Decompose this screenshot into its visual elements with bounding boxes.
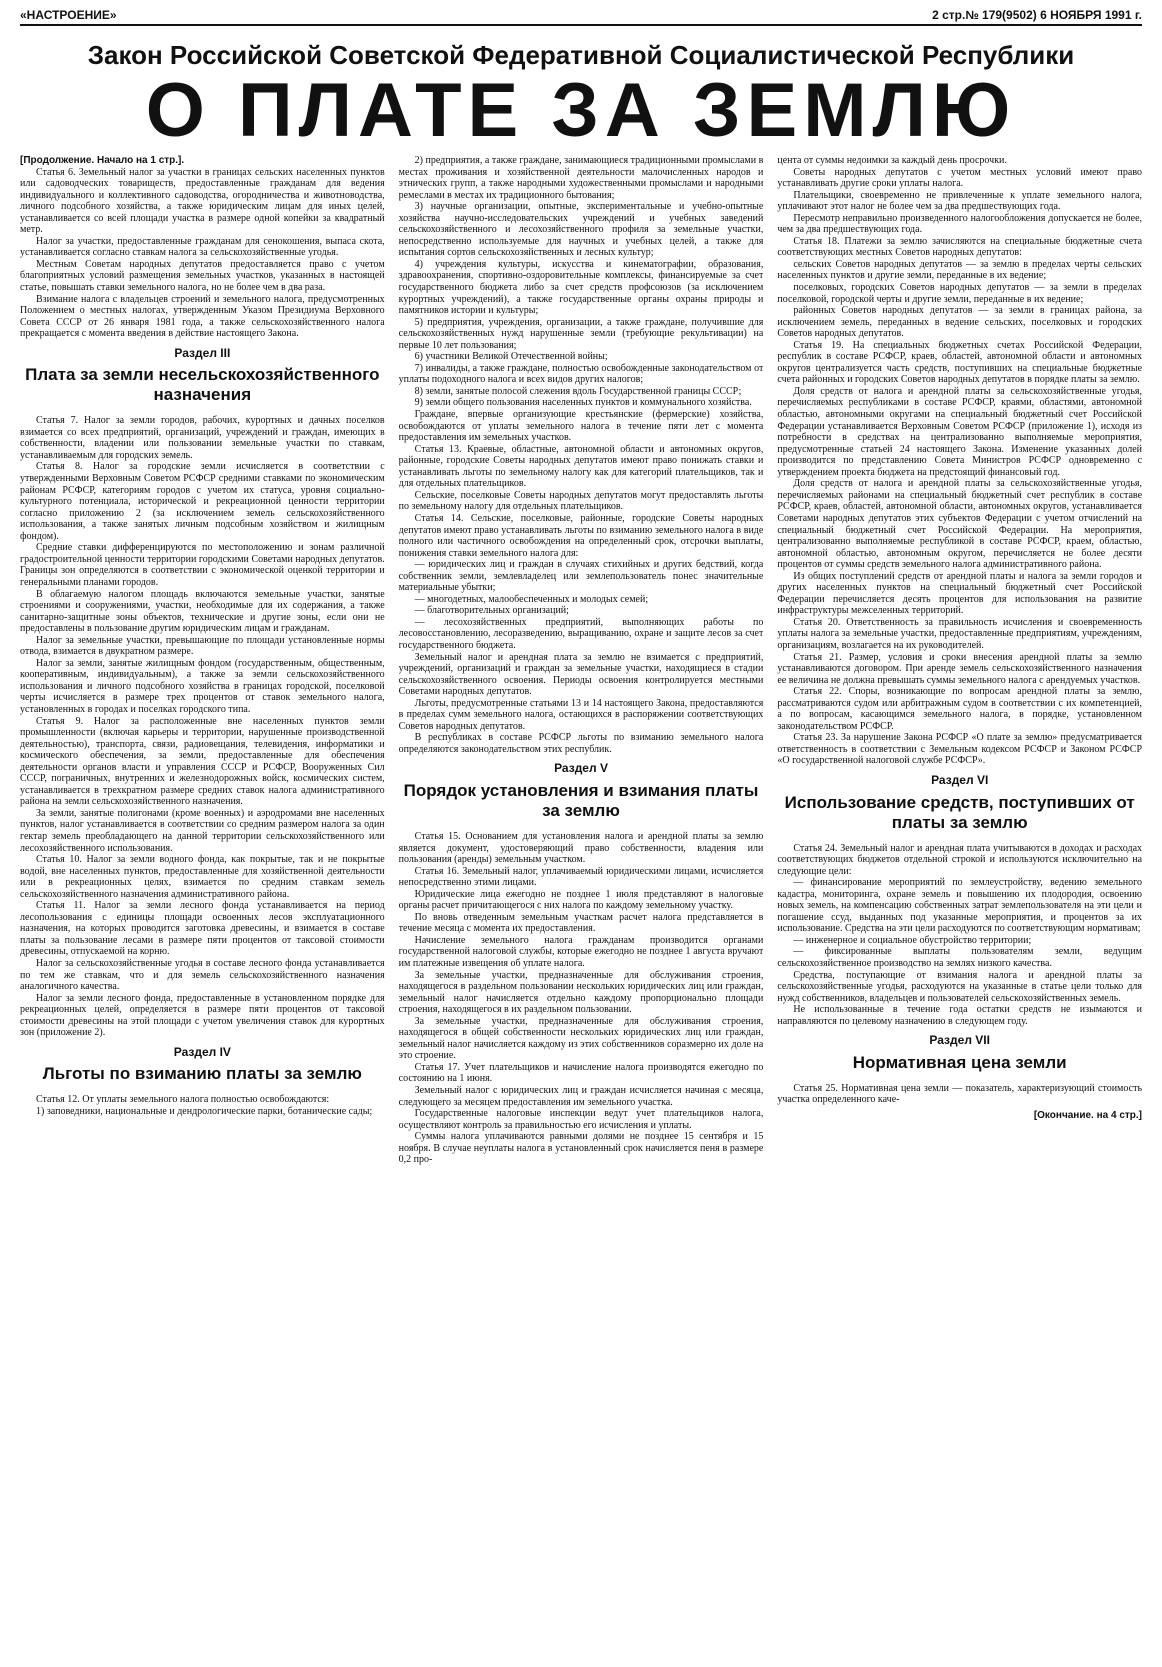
paragraph: Земельный налог с юридических лиц и граждан исчисляется начиная с месяца, следующего за месяцем предоставления им земельного участка.: [398, 1085, 764, 1108]
continuation-note: [Продолжение. Начало на 1 стр.].: [20, 155, 185, 166]
paragraph: Местным Советам народных депутатов предоставляется право с учетом благоприятных условий размещения земельных участков, указанных в настоящей статье, повышать ставки земельного налога, но не более чем в два раза.: [20, 258, 385, 294]
section-heading: Раздел V: [554, 761, 608, 776]
paragraph: Статья 11. Налог за земли лесного фонда устанавливается на период лесопользования с единицы площади освоенных лесов эксплуатационного назначения, на которых проводится заготовка древесины, и взимается в составе платы за пользование лесами в размере пяти процентов от таксовой стоимости древесины, отпускаемой на корню.: [20, 900, 385, 958]
paragraph: Статья 16. Земельный налог, уплачиваемый юридическими лицами, исчисляется непосредственно этими лицами.: [398, 865, 764, 889]
paragraph: 6) участники Великой Отечественной войны;: [414, 351, 608, 363]
paragraph: — юридических лиц и граждан в случаях стихийных и других бедствий, когда собственник земли, землевладелец или землепользователь понес значительные материальные убытки;: [398, 559, 764, 594]
paragraph: Из общих поступлений средств от арендной платы и налога за земли городов и других населенных пунктов на специальный бюджетный счет Российской Федерации перечисляется десять процентов для использования на развитие инфраструктуры межселенных территорий.: [777, 570, 1143, 617]
paragraph: — лесохозяйственных предприятий, выполняющих работы по лесовосстановлению, лесоразведению, выращиванию, охране и защите лесов за счет государственного бюджета.: [398, 616, 764, 651]
paragraph: 8) земли, занятые полосой слежения вдоль Государственной границы СССР;: [414, 385, 742, 397]
paragraph: Земельный налог и арендная плата за землю не взимается с предприятий, учреждений, организаций и граждан за земельные участки, находящиеся в стадии сельскохозяйственного освоения. Периоды освоения контролируется местными Советами народных депутатов.: [398, 651, 764, 698]
column-3: [777, 155, 1142, 1166]
paragraph: Статья 10. Налог за земли водного фонда, как покрытые, так и не покрытые водой, вне населенных пунктов, предоставленные для хозяйственной деятельности или в рекреационных целях, взимается по средним ставкам земель сельскохозяйственного назначения административного района.: [20, 854, 385, 900]
paragraph: Статья 8. Налог за городские земли исчисляется в соответствии с утвержденными Верховным Советом РСФСР средними ставками по экономическим районам РСФСР, категориям городов с учетом их статуса, уровня социально-культурного потенциала, исторической и рекреационной ценности территории согласно приложению 2 (за исключением земель сельскохозяйственного использования, а также занятых личным подсобным хозяйством и жилищным фондом).: [20, 461, 385, 542]
paragraph: Статья 13. Краевые, областные, автономной области и автономных округов, районные, городские Советы народных депутатов имеют право понижать ставки и устанавливать льготы по земельному налогу как для категорий плательщиков, так и для отдельных плательщиков.: [398, 443, 764, 490]
continued-note: [Окончание. на 4 стр.]: [1033, 1109, 1143, 1121]
paragraph: Статья 21. Размер, условия и сроки внесения арендной платы за землю устанавливаются договором. При аренде земель сельскохозяйственного назначения ее величина не должна превышать суммы земельного налога с арендуемых участков.: [777, 651, 1143, 686]
paragraph: В республиках в составе РСФСР льготы по взиманию земельного налога определяются законодательством этих республик.: [398, 732, 764, 755]
masthead: [20, 8, 1142, 26]
paragraph: Статья 9. Налог за расположенные вне населенных пунктов земли промышленности (включая карьеры и территории, нарушенные производственной деятельностью), транспорта, связи, радиовещания, телевидения, информатики и космического обеспечения, за земли, предоставленные для обеспечения деятельности органов власти и управления СССР и РСФСР, Вооруженных Сил СССР, пограничных, внутренних и железнодорожных войск, космических систем, устанавливается в трехкратном размере средних ставок налога административного района на земли сельскохозяйственного назначения.: [20, 715, 385, 808]
paragraph: — многодетных, малообеспеченных и молодых семей;: [414, 593, 649, 605]
paragraph: За земельные участки, предназначенные для обслуживания строения, находящегося в общей собственности нескольких юридических лиц или граждан, земельный налог начисляется каждому из этих собственников соразмерно их доле на это строение.: [398, 1015, 764, 1062]
paragraph: Взимание налога с владельцев строений и земельного налога, предусмотренных Положением о местных налогах, утвержденным Указом Президиума Верховного Совета СССР от 26 января 1981 года, а также сельскохозяйственного налога прекращается с момента введения в действие настоящего Закона.: [20, 293, 385, 340]
paragraph: Статья 12. От уплаты земельного налога полностью освобождаются:: [36, 1094, 330, 1106]
paragraph: Статья 18. Платежи за землю зачисляются на специальные бюджетные счета соответствующих местных Советов народных депутатов:: [777, 235, 1143, 259]
paragraph: За земельные участки, предназначенные для обслуживания строения, находящегося в раздельном пользовании нескольких юридических лиц или граждан, земельный налог начисляется отдельно каждому пропорционально площади строения, находящегося в их раздельном пользовании.: [398, 969, 764, 1016]
paragraph: За земли, занятые полигонами (кроме военных) и аэродромами вне населенных пунктов, налог устанавливается в соответствии со средним размером налога за один гектар земель преобладающего на данной территории сельскохозяйственного или лесохозяйственного использования.: [20, 807, 385, 854]
paragraph: Юридические лица ежегодно не позднее 1 июля представляют в налоговые органы расчет причитающегося с них налога по каждому земельному участку.: [398, 888, 764, 912]
paragraph: — благотворительных организаций;: [414, 605, 569, 617]
paragraph: Советы народных депутатов с учетом местных условий имеют право устанавливать другие сроки уплаты налога.: [777, 166, 1143, 190]
section-heading: Раздел IV: [173, 1044, 231, 1059]
paragraph: 1) заповедники, национальные и дендрологические парки, ботанические сады;: [36, 1105, 373, 1117]
paragraph: Пересмотр неправильно произведенного налогообложения допускается не более, чем за два предшествующих года.: [777, 212, 1143, 236]
paragraph: Сельские, поселковые Советы народных депутатов могут предоставлять льготы по земельному налогу для отдельных плательщиков.: [398, 489, 764, 513]
paragraph: Плательщики, своевременно не привлеченные к уплате земельного налога, уплачивают этот налог не более чем за два предшествующих года.: [777, 189, 1143, 213]
paragraph: Налог за земли, занятые жилищным фондом (государственным, общественным, кооперативным, индивидуальным), а также за земли сельскохозяйственного использования и личного подсобного хозяйства в границах городской, поселковой черты исчисляется в размере трех процентов от ставок земельного налога, установленных в городах и поселках городского типа.: [20, 657, 385, 715]
paragraph: 2) предприятия, а также граждане, занимающиеся традиционными промыслами в местах проживания и хозяйственной деятельности малочисленных народов и этнических групп, а также народными художественными промыслами и народными ремеслами в местах их традиционного бытования;: [398, 155, 764, 201]
paragraph: Не использованные в течение года остатки средств не изымаются и направляются по целевому назначению в следующем году.: [777, 1004, 1143, 1027]
newspaper-name: «НАСТРОЕНИЕ»: [20, 8, 117, 22]
paragraph: Статья 19. На специальных бюджетных счетах Российской Федерации, республик в составе РСФСР, краев, областей, автономной области и автономных округов централизуется часть средств, поступивших на специальные бюджетные счета районных и городских Советов народных депутатов в порядке платы за землю.: [777, 339, 1143, 386]
column-2: [399, 155, 764, 1166]
section-heading: Раздел VII: [929, 1033, 990, 1048]
paragraph: 7) инвалиды, а также граждане, полностью освобожденные законодательством от уплаты подоходного налога и всех видов других налогов;: [398, 362, 764, 386]
paragraph: 3) научные организации, опытные, экспериментальные и учебно-опытные хозяйства научно-исследовательских учреждений и учебных заведений сельскохозяйственного и лесохозяйственного профиля за земельные участки, непосредственно используемые для научных и учебных целей, а также для испытания сортов сельскохозяйственных и лесных культур;: [398, 201, 764, 259]
paragraph: районных Советов народных депутатов — за земли в границах района, за исключением земель, переданных в ведение сельских, поселковых и городских Советов народных депутатов.: [777, 305, 1143, 340]
column-1: [20, 155, 385, 1166]
paragraph: Начисление земельного налога гражданам производится органами государственной налоговой службы, которые ежегодно не позднее 1 августа вручают им платежные извещения об уплате налога.: [398, 934, 764, 969]
paragraph: Статья 20. Ответственность за правильность исчисления и своевременность уплаты налога за земельные участки, предоставленные предприятиям, учреждениям, организациям, возлагается на их руководителей.: [777, 616, 1143, 651]
paragraph: — фиксированные выплаты пользователям земли, ведущим сельскохозяйственное производство на землях низкого качества.: [777, 946, 1143, 969]
paragraph: Статья 14. Сельские, поселковые, районные, городские Советы народных депутатов имеют право устанавливать льготы по взиманию земельного налога в виде полного или частичного освобождения на определенный срок, отсрочки выплаты, понижения ставки земельного налога для:: [398, 512, 764, 559]
section-title: Плата за земли несельскохозяйственного назначения: [25, 365, 380, 405]
paragraph: Статья 6. Земельный налог за участки в границах сельских населенных пунктов или садоводческих товариществ, предоставленные гражданам для ведения индивидуального и коллективного садоводства, огородничества и животноводства, личного подсобного хозяйства, а также юридическим лицам для иных целей, устанавливается со всей площади участка в размере одной копейки за квадратный метр.: [20, 166, 385, 236]
section-title: Использование средств, поступивших от платы за землю: [784, 792, 1135, 832]
article-columns: [20, 155, 1142, 1166]
paragraph: 4) учреждения культуры, искусства и кинематографии, образования, здравоохранения, спортивно-оздоровительные комплексы, финансируемые за счет государственного бюджета либо за счет средств профсоюзов (за исключением курортных учреждений), а также государственные органы охраны природы и памятников истории и культуры;: [398, 258, 764, 317]
paragraph: Налог за сельскохозяйственные угодья в составе лесного фонда устанавливается по тем же ставкам, что и для земель сельскохозяйственного назначения аналогичного качества.: [20, 958, 385, 993]
paragraph: Статья 17. Учет плательщиков и начисление налога производятся ежегодно по состоянию на 1 июня.: [398, 1061, 764, 1085]
section-title: Льготы по взиманию платы за землю: [42, 1064, 362, 1084]
section-heading: Раздел III: [174, 345, 231, 360]
issue-info: 2 стр.№ 179(9502) 6 НОЯБРЯ 1991 г.: [932, 8, 1142, 22]
paragraph: По вновь отведенным земельным участкам расчет налога представляется в течение месяца с момента их предоставления.: [398, 911, 764, 935]
law-title: Закон Российской Советской Федеративной Социалистической Республики: [87, 40, 1075, 70]
paragraph: Льготы, предусмотренные статьями 13 и 14 настоящего Закона, предоставляются в пределах сумм земельного налога, остающихся в распоряжении соответствующих Советов народных депутатов.: [398, 697, 764, 732]
paragraph: 5) предприятия, учреждения, организации, а также граждане, получившие для сельскохозяйственных нужд нарушенные земли (требующие рекультивации) на первые 10 лет пользования;: [398, 316, 764, 351]
section-title: Порядок установления и взимания платы за землю: [403, 780, 759, 820]
main-title: О ПЛАТЕ ЗА ЗЕМЛЮ: [145, 68, 1017, 153]
paragraph: поселковых, городских Советов народных депутатов — за земли в пределах поселковой, городской черты и другие земли, переданные в их ведение;: [777, 282, 1143, 305]
paragraph: Суммы налога уплачиваются равными долями не позднее 15 сентября и 15 ноября. В случае неуплаты налога в установленный срок начисляется пеня в размере 0,2 про-: [398, 1131, 764, 1166]
paragraph: цента от суммы недоимки за каждый день просрочки.: [777, 155, 1007, 166]
paragraph: — финансирование мероприятий по землеустройству, ведению земельного кадастра, мониторинга, охране земель и повышению их плодородия, освоению новых земель, на компенсацию собственных затрат землепользователя на эти цели и погашение ссуд, выданных под указанные мероприятия, и процентов за их использование. Средства на эти цели расходуются по соответствующим нормативам;: [777, 877, 1143, 935]
paragraph: Налог за земельные участки, превышающие по площади установленные нормы отвода, взимается в двукратном размере.: [20, 634, 385, 658]
paragraph: Налог за земли лесного фонда, предоставленные в установленном порядке для рекреационных целей, определяется в размере пяти процентов от таксовой стоимости древесины на этой площади с учетом увеличения ставок для курортных зон (приложение 2).: [20, 992, 385, 1039]
paragraph: Средства, поступающие от взимания налога и арендной платы за сельскохозяйственные угодья, расходуются на указанные в статье цели только для нужд собственников, владельцев и пользователей сельскохозяйственных земель.: [777, 969, 1143, 1004]
section-heading: Раздел VI: [931, 772, 989, 787]
paragraph: сельских Советов народных депутатов — за землю в пределах черты сельских населенных пунктов и другие земли, переданные в их ведение;: [777, 258, 1143, 282]
paragraph: Средние ставки дифференцируются по местоположению и зонам различной градостроительной ценности территории городскими Советами народных депутатов. Границы зон определяются в соответствии с экономической оценкой территории и генеральными планами городов.: [20, 542, 385, 588]
paragraph: Статья 15. Основанием для установления налога и арендной платы за землю является документ, удостоверяющий право собственности, владения или пользования (аренды) земельным участком.: [398, 830, 764, 866]
paragraph: Налог за участки, предоставленные гражданам для сенокошения, выпаса скота, устанавливается согласно ставкам налога за сельскохозяйственные угодья.: [20, 235, 385, 259]
paragraph: Граждане, впервые организующие крестьянские (фермерские) хозяйства, освобождаются от уплаты земельного налога в течение пяти лет с момента предоставления им земельных участков.: [398, 409, 764, 444]
paragraph: Доля средств от налога и арендной платы за сельскохозяйственные угодья, перечисляемых республиками в составе РСФСР, краями, областями, автономной областью, автономными округами на специальный бюджетный счет Российской Федерации устанавливается Верховным Советом РСФСР (приложение 1), исходя из потребности в средствах на централизованно выполняемые мероприятия, предусмотренные статьей 24 настоящего Закона. Изменение указанных долей производится по представлению Совета Министров РСФСР одновременно с утверждением проекта бюджета на предстоящий финансовый год.: [777, 385, 1143, 478]
paragraph: В облагаемую налогом площадь включаются земельные участки, занятые строениями и сооружениями, участки, необходимые для их содержания, а также санитарно-защитные зоны объектов, технические и другие зоны, если они не предоставлены в пользование другим юридическим лицам и гражданам.: [20, 588, 385, 635]
paragraph: Статья 25. Нормативная цена земли — показатель, характеризующий стоимость участка определенного каче-: [777, 1082, 1143, 1106]
section-title: Нормативная цена земли: [852, 1052, 1067, 1072]
paragraph: Статья 23. За нарушение Закона РСФСР «О плате за землю» предусматривается ответственность в соответствии с Земельным кодексом РСФСР и Законом РСФСР «О государственной налоговой службе РСФСР».: [777, 732, 1143, 767]
paragraph: Статья 24. Земельный налог и арендная плата учитываются в доходах и расходах соответствующих бюджетов отдельной строкой и используются исключительно на следующие цели:: [777, 842, 1143, 877]
paragraph: Статья 7. Налог за земли городов, рабочих, курортных и дачных поселков взимается со всех предприятий, организаций, учреждений и граждан, имеющих в собственности, владении или пользовании земельные участки по ставкам, устанавливаемым для городских земель.: [20, 415, 385, 461]
paragraph: 9) земли общего пользования населенных пунктов и коммунального хозяйства.: [414, 397, 752, 409]
paragraph: — инженерное и социальное обустройство территории;: [793, 934, 1032, 946]
paragraph: Государственные налоговые инспекции ведут учет плательщиков налога, осуществляют контроль за правильностью его исчисления и уплаты.: [398, 1108, 764, 1131]
paragraph: Статья 22. Споры, возникающие по вопросам арендной платы за землю, рассматриваются судом или арбитражным судом в соответствии с их компетенцией, а по вопросам, касающимся земельного налога, в порядке, установленном законодательством РСФСР.: [777, 686, 1143, 732]
paragraph: Доля средств от налога и арендной платы за сельскохозяйственные угодья, перечисляемых районами на специальный бюджетный счет республик в составе РСФСР, краев, областей, автономной области, автономных округов, устанавливается Советами народных депутатов этих субъектов Федерации с учетом отчислений на специальный бюджетный счет Российской Федерации. На мероприятия, централизованно выполняемые республикой в составе РСФСР, краем, областью, автономной областью, автономным округом, перечисляется не более десяти процентов от суммы средств земельного налога административного района.: [777, 478, 1143, 571]
